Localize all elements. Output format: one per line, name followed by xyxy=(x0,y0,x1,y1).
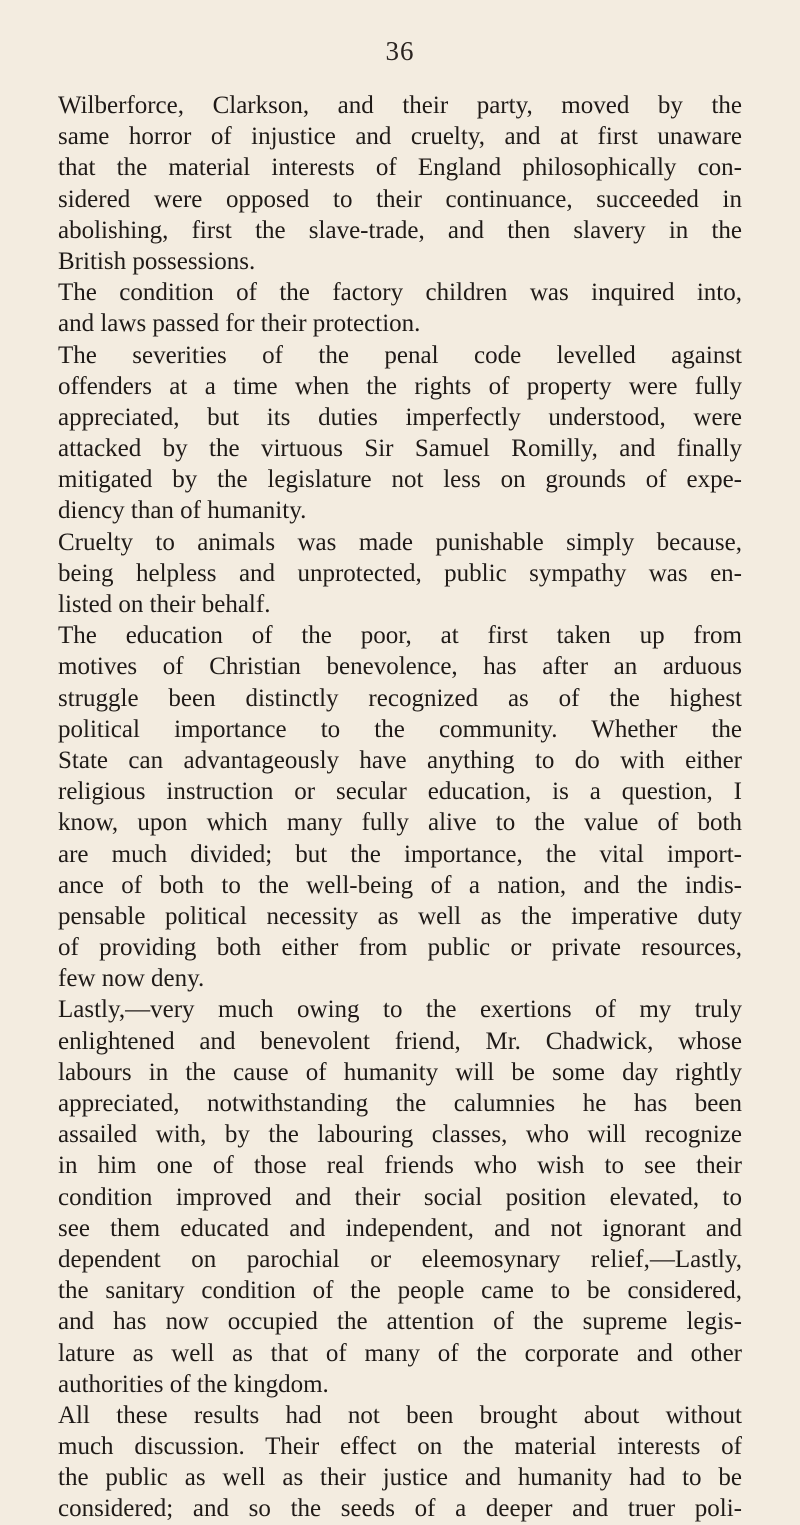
text-line: are much divided; but the importance, the vital import- xyxy=(58,840,742,868)
body-text xyxy=(58,90,742,1525)
text-line: The education of the poor, at first taken up from xyxy=(58,622,742,650)
text-line: attacked by the virtuous Sir Samuel Romilly, and finally xyxy=(58,435,742,463)
text-line: in him one of those real friends who wish to see their xyxy=(58,1152,742,1180)
text-line: religious instruction or secular education, is a question, I xyxy=(58,778,742,806)
text-line: ance of both to the well-being of a nation, and the indis- xyxy=(58,871,742,899)
text-line: authorities of the kingdom. xyxy=(58,1370,329,1398)
text-line: appreciated, notwithstanding the calumnies he has been xyxy=(58,1090,742,1117)
text-line: and laws passed for their protection. xyxy=(58,310,421,338)
text-line: abolishing, first the slave-trade, and then slavery in the xyxy=(58,216,742,244)
text-line: the public as well as their justice and humanity had to be xyxy=(58,1464,742,1492)
text-line: that the material interests of England philosophically con- xyxy=(58,154,742,182)
text-line: listed on their behalf. xyxy=(58,591,271,618)
text-line: labours in the cause of humanity will be some day rightly xyxy=(58,1058,742,1086)
text-line: same horror of injustice and cruelty, and at first unaware xyxy=(58,123,742,151)
text-line: struggle been distinctly recognized as of the highest xyxy=(58,684,742,712)
text-line: much discussion. Their effect on the material interests of xyxy=(58,1433,742,1461)
text-line: know, upon which many fully alive to the value of both xyxy=(58,809,742,837)
text-line: offenders at a time when the rights of property were fully xyxy=(58,372,742,400)
text-line: appreciated, but its duties imperfectly understood, were xyxy=(58,403,742,431)
text-line: Wilberforce, Clarkson, and their party, moved by the xyxy=(58,92,742,119)
text-line: assailed with, by the labouring classes, who will recognize xyxy=(58,1121,742,1149)
text-line: few now deny. xyxy=(58,965,205,993)
text-line: Lastly,—very much owing to the exertions of my truly xyxy=(58,996,742,1024)
text-line: pensable political necessity as well as the imperative duty xyxy=(58,902,742,930)
text-line: motives of Christian benevolence, has after an arduous xyxy=(58,653,742,681)
text-line: of providing both either from public or private resources, xyxy=(58,934,742,962)
text-line: condition improved and their social position elevated, to xyxy=(58,1183,742,1211)
text-line: political importance to the community. Whether the xyxy=(58,715,742,743)
text-line: considered; and so the seeds of a deeper and truer poli- xyxy=(58,1495,742,1523)
text-line: sidered were opposed to their continuance, succeeded in xyxy=(58,185,742,213)
text-line: All these results had not been brought about without xyxy=(58,1401,742,1429)
text-line: and has now occupied the attention of the supreme legis- xyxy=(58,1308,742,1336)
text-line: mitigated by the legislature not less on grounds of expe- xyxy=(58,466,742,494)
text-line: State can advantageously have anything to do with either xyxy=(58,746,742,774)
page-number: 36 xyxy=(385,36,415,66)
text-line: British possessions. xyxy=(58,247,256,275)
text-line: enlightened and benevolent friend, Mr. Chadwick, whose xyxy=(58,1027,742,1055)
text-line: Cruelty to animals was made punishable simply because, xyxy=(58,528,742,556)
text-line: diency than of humanity. xyxy=(58,497,307,525)
text-line: lature as well as that of many of the corporate and other xyxy=(58,1339,742,1367)
text-line: The severities of the penal code levelled against xyxy=(58,341,742,369)
text-line: dependent on parochial or eleemosynary relief,—Lastly, xyxy=(58,1245,742,1273)
text-line: see them educated and independent, and not ignorant and xyxy=(58,1214,742,1242)
text-line: being helpless and unprotected, public sympathy was en- xyxy=(58,559,742,587)
text-line: the sanitary condition of the people came to be considered, xyxy=(58,1277,742,1305)
text-line: The condition of the factory children was inquired into, xyxy=(58,279,742,307)
